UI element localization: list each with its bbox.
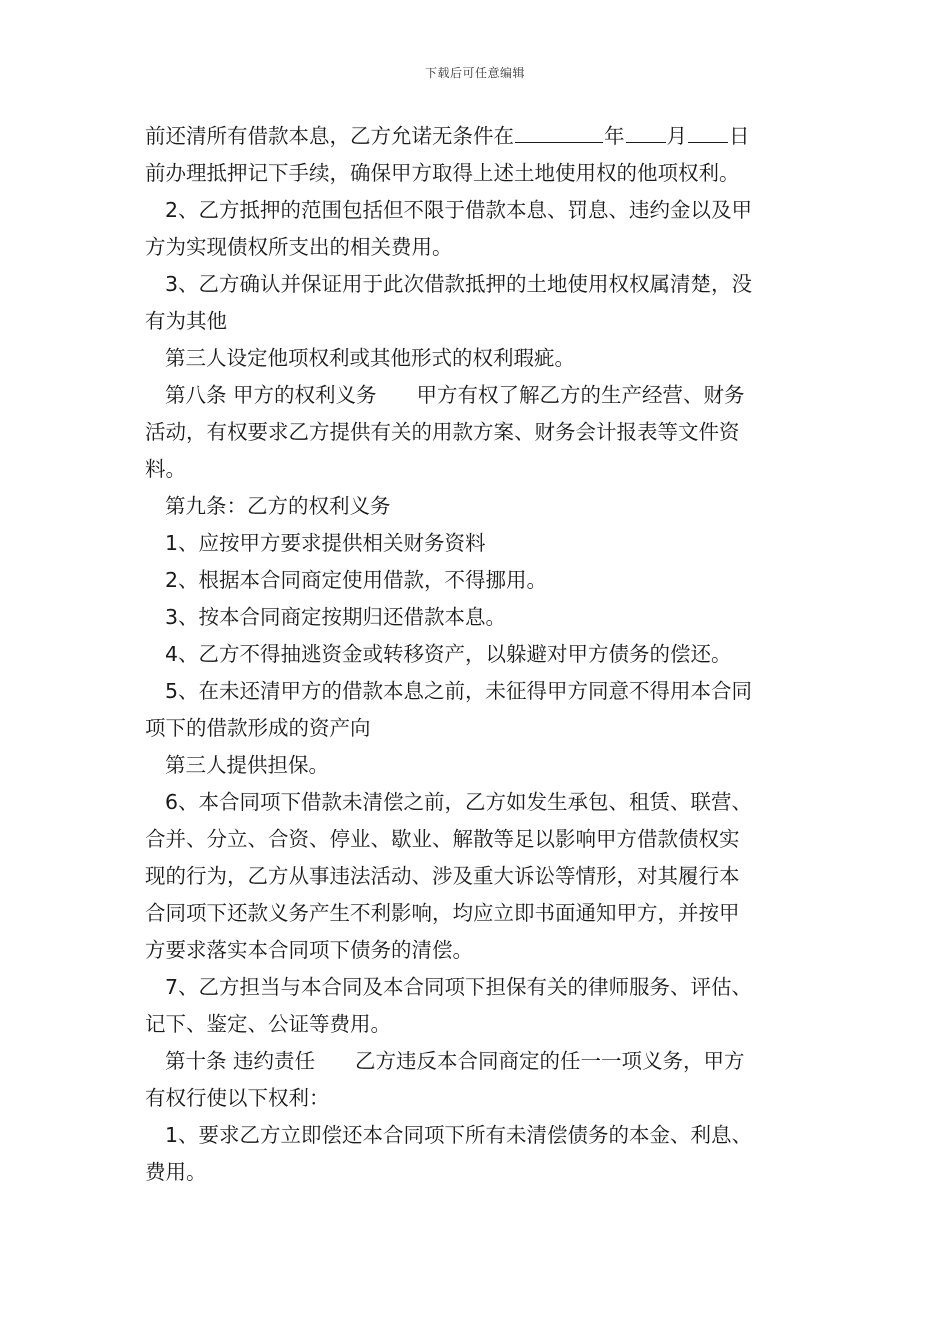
paragraph-line: 合同项下还款义务产生不利影响，均应立即书面通知甲方，并按甲 (145, 901, 740, 925)
page-header: 下载后可任意编辑 (424, 66, 525, 80)
paragraph-line: 活动，有权要求乙方提供有关的用款方案、财务会计报表等文件资 (145, 420, 740, 444)
document-body (145, 118, 807, 1191)
paragraph-line: 现的行为，乙方从事违法活动、涉及重大诉讼等情形，对其履行本 (145, 864, 740, 888)
paragraph-line: 1、应按甲方要求提供相关财务资料 (165, 531, 486, 555)
day-label: 日 (729, 124, 750, 148)
paragraph-line: 合并、分立、合资、停业、歇业、解散等足以影响甲方借款债权实 (145, 827, 740, 851)
line-text: 前还清所有借款本息，乙方允诺无条件在 (145, 124, 514, 148)
paragraph-line: 7、乙方担当与本合同及本合同项下担保有关的律师服务、评估、 (165, 975, 753, 999)
article-title: 第八条 甲方的权利义务 (165, 383, 377, 407)
paragraph-line: 有权行使以下权利： (145, 1086, 330, 1110)
year-label: 年 (604, 124, 625, 148)
month-label: 月 (666, 124, 687, 148)
paragraph-line: 前办理抵押记下手续，确保甲方取得上述土地使用权的他项权利。 (145, 161, 740, 185)
paragraph-line: 第三人设定他项权利或其他形式的权利瑕疵。 (165, 346, 575, 370)
line-text: 乙方违反本合同商定的任一一项义务，甲方 (355, 1049, 745, 1073)
paragraph-line: 4、乙方不得抽逃资金或转移资产，以躲避对甲方债务的偿还。 (165, 642, 732, 666)
paragraph-line: 料。 (145, 457, 186, 481)
paragraph-line: 方要求落实本合同项下债务的清偿。 (145, 938, 473, 962)
paragraph-line: 第三人提供担保。 (165, 753, 329, 777)
year-blank (515, 120, 603, 143)
paragraph-line: 3、按本合同商定按期归还借款本息。 (165, 605, 507, 629)
paragraph-line: 2、乙方抵押的范围包括但不限于借款本息、罚息、违约金以及甲 (165, 198, 753, 222)
paragraph-line: 方为实现债权所支出的相关费用。 (145, 235, 453, 259)
month-blank (626, 120, 666, 143)
paragraph-line: 有为其他 (145, 309, 227, 333)
article-title: 第十条 违约责任 (165, 1049, 316, 1073)
day-blank (688, 120, 728, 143)
line-text: 甲方有权了解乙方的生产经营、财务 (416, 383, 745, 407)
paragraph-line: 5、在未还清甲方的借款本息之前，未征得甲方同意不得用本合同 (165, 679, 753, 703)
paragraph-line: 项下的借款形成的资产向 (145, 716, 371, 740)
paragraph-line: 3、乙方确认并保证用于此次借款抵押的土地使用权权属清楚，没 (165, 272, 753, 296)
paragraph-line (145, 118, 807, 155)
paragraph-line (145, 1043, 807, 1080)
article-title: 第九条：乙方的权利义务 (165, 494, 391, 518)
paragraph-line: 2、根据本合同商定使用借款，不得挪用。 (165, 568, 548, 592)
paragraph-line (145, 377, 807, 414)
paragraph-line: 1、要求乙方立即偿还本合同项下所有未清偿债务的本金、利息、 (165, 1123, 753, 1147)
paragraph-line: 费用。 (145, 1160, 207, 1184)
paragraph-line: 6、本合同项下借款未清偿之前，乙方如发生承包、租赁、联营、 (165, 790, 753, 814)
paragraph-line: 记下、鉴定、公证等费用。 (145, 1012, 391, 1036)
